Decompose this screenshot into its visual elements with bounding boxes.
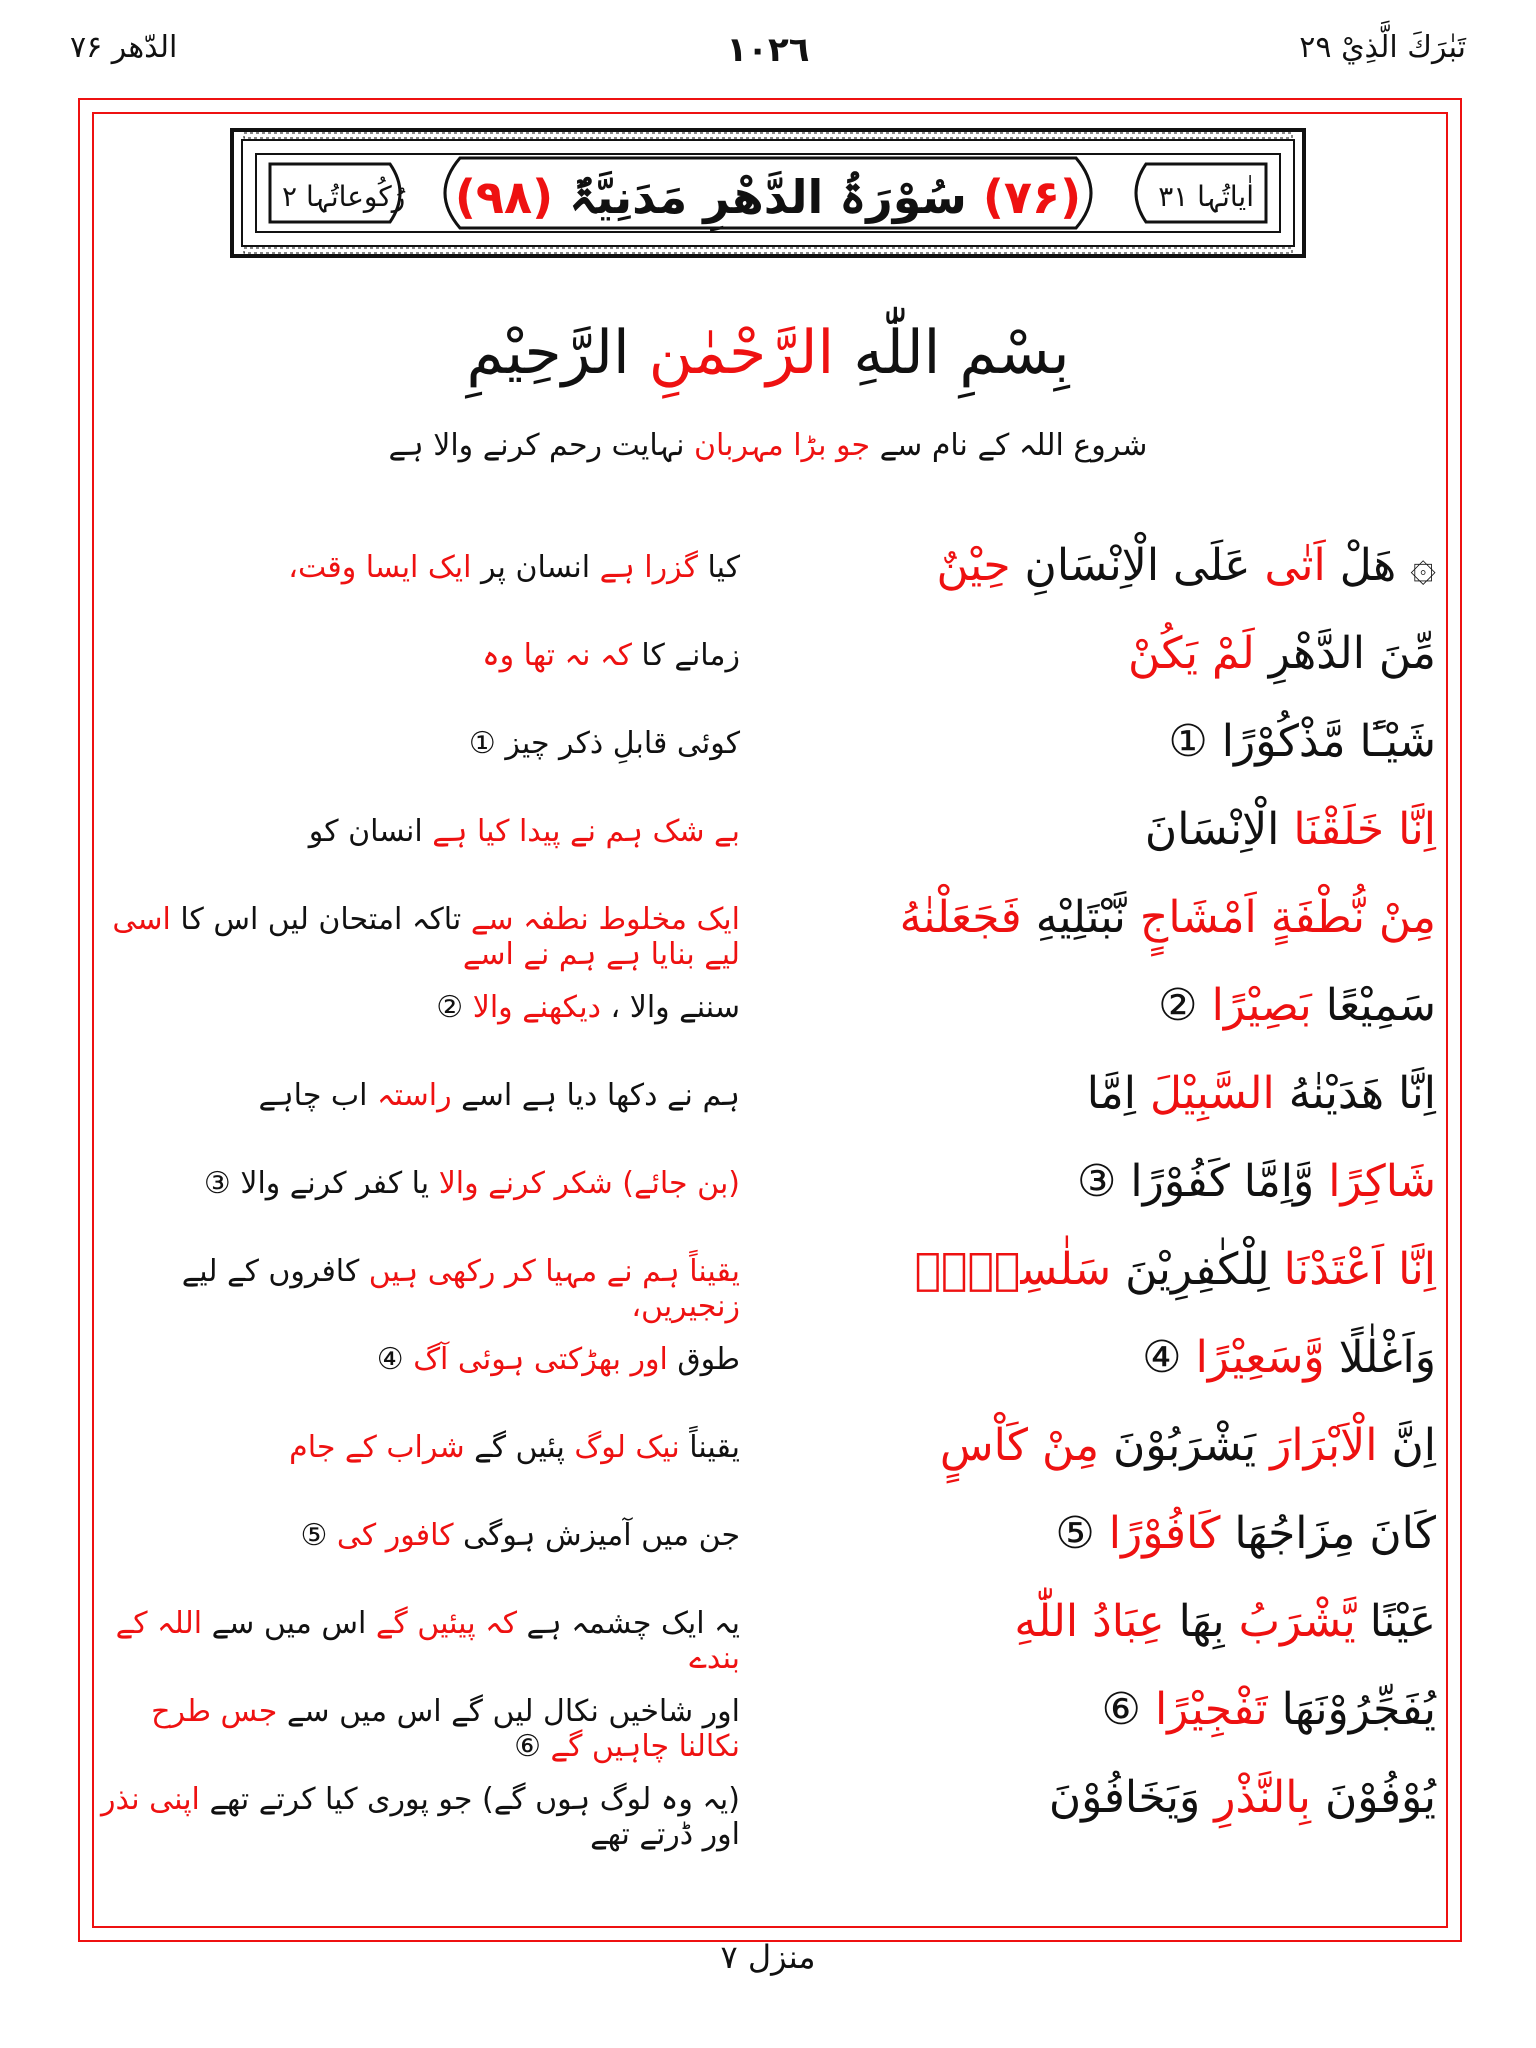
verse-row <box>100 1596 1436 1684</box>
arabic-segment: لِلْكٰفِرِيْنَ <box>1125 1244 1270 1295</box>
urdu-segment: اسی لیے بنایا ہے ہم نے اسے <box>112 902 740 972</box>
arabic-segment: بَصِيْرًا <box>1211 980 1312 1031</box>
bismillah-translation-part1: شروع اللہ کے نام سے <box>879 428 1148 463</box>
arabic-verse-line <box>736 628 1436 679</box>
urdu-segment: ہم نے دکھا دیا ہے اسے <box>461 1078 740 1113</box>
arabic-segment: اِنَّا هَدَيْنٰهُ <box>1288 1068 1436 1119</box>
urdu-segment: کہ پیئیں گے <box>375 1606 517 1641</box>
urdu-segment: ایک ایسا وقت، <box>288 550 472 585</box>
urdu-segment: ⑥ <box>514 1729 541 1764</box>
urdu-segment: اپنی نذر <box>101 1782 200 1817</box>
verse-row <box>100 1772 1436 1860</box>
urdu-segment: (یہ وہ لوگ ہوں گے) جو پوری کیا کرتے تھے <box>209 1782 740 1817</box>
arabic-segment: سَلٰسِلَا۟ <box>914 1244 1112 1295</box>
verse-row <box>100 980 1436 1068</box>
arabic-segment: ④ <box>1142 1332 1182 1383</box>
arabic-segment: وَاَغْلٰلًا <box>1338 1332 1436 1383</box>
urdu-segment: انسان پر <box>481 550 591 585</box>
bismillah-part3: الرَّحِيْمِ <box>466 318 630 388</box>
urdu-segment: کافور کی <box>336 1518 454 1553</box>
verse-row <box>100 1244 1436 1332</box>
arabic-segment: ② <box>1158 980 1198 1031</box>
arabic-segment: اِنَّا اَعْتَدْنَا <box>1283 1244 1436 1295</box>
urdu-segment: طوق <box>677 1342 740 1377</box>
verse-row <box>100 716 1436 804</box>
verse-row <box>100 628 1436 716</box>
arabic-segment: كَافُوْرًا <box>1108 1508 1221 1559</box>
page-number: ١٠٢٦ <box>726 30 810 70</box>
arabic-segment: وَّسَعِيْرًا <box>1195 1332 1325 1383</box>
verse-row <box>100 804 1436 892</box>
ayat-count: اٰیاتُہا ۳۱ <box>1158 180 1254 213</box>
arabic-segment: اِمَّا <box>1086 1068 1136 1119</box>
urdu-segment: انسان کو <box>308 814 423 849</box>
arabic-segment: شَيْـًٔا مَّذْكُوْرًا ① <box>1168 716 1436 767</box>
urdu-segment: ④ <box>376 1342 404 1377</box>
arabic-segment: مِّنَ الدَّهْرِ <box>1268 628 1436 679</box>
arabic-verse-line <box>736 1244 1436 1295</box>
urdu-translation-line <box>100 1694 740 1764</box>
arabic-segment: اِنَّا خَلَقْنَا <box>1293 804 1436 855</box>
bismillah-translation-part2: جو بڑا مہربان <box>693 428 871 463</box>
arabic-verse-line <box>736 980 1436 1031</box>
arabic-segment: يَّشْرَبُ <box>1238 1596 1356 1647</box>
bismillah <box>0 318 1536 388</box>
urdu-segment: اب چاہے <box>258 1078 368 1113</box>
arabic-segment: وَيَخَافُوْنَ <box>1048 1772 1201 1823</box>
arabic-segment: عَلَى الْاِنْسَانِ <box>1024 540 1251 591</box>
urdu-segment: اللہ کے بندے <box>115 1606 740 1676</box>
arabic-segment: وَّاِمَّا كَفُوْرًا ③ <box>1076 1156 1315 1207</box>
verse-row <box>100 1508 1436 1596</box>
arabic-verse-line <box>736 716 1436 767</box>
arabic-segment: نَّبْتَلِيْهِ <box>1035 892 1126 943</box>
urdu-segment: تاکہ امتحان لیں اس کا <box>180 902 462 937</box>
urdu-translation-line <box>100 726 740 761</box>
arabic-segment: الْاَبْرَارَ <box>1270 1420 1378 1471</box>
urdu-segment: کیا <box>707 550 740 585</box>
arabic-segment: الْاِنْسَانَ <box>1144 804 1280 855</box>
surah-number: (۷۶) <box>982 170 1082 224</box>
urdu-translation-line <box>100 1430 740 1465</box>
verse-row <box>100 1684 1436 1772</box>
arabic-segment: يُوْفُوْنَ <box>1324 1772 1436 1823</box>
arabic-verse-line <box>736 1596 1436 1647</box>
urdu-translation-line <box>100 550 740 585</box>
urdu-segment: اور بھڑکتی ہوئی آگ <box>413 1342 668 1377</box>
urdu-segment: اور شاخیں نکال لیں گے اس میں سے <box>286 1694 740 1729</box>
verse-row <box>100 1332 1436 1420</box>
arabic-segment: مِنْ نُّطْفَةٍ اَمْشَاجٍ <box>1139 892 1436 943</box>
running-header-surah: الدّھر ۷۶ <box>70 30 178 65</box>
arabic-segment: فَجَعَلْنٰهُ <box>899 892 1022 943</box>
urdu-segment: اس میں سے <box>211 1606 367 1641</box>
arabic-segment: سَمِيْعًا <box>1325 980 1436 1031</box>
urdu-translation-line <box>100 638 740 673</box>
verse-row <box>100 1420 1436 1508</box>
arabic-segment: بِهَا <box>1178 1596 1225 1647</box>
bismillah-part1: بِسْمِ اللّٰهِ <box>853 318 1070 388</box>
urdu-segment: راستہ <box>377 1078 452 1113</box>
arabic-segment: لَمْ يَكُنْ <box>1128 628 1255 679</box>
arabic-segment: ⑥ <box>1101 1684 1141 1735</box>
arabic-segment: اَتٰى <box>1264 540 1326 591</box>
urdu-segment: دیکھنے والا <box>472 990 601 1025</box>
verse-row <box>100 892 1436 980</box>
urdu-segment: نیک لوگ <box>574 1430 680 1465</box>
arabic-verse-line <box>736 1772 1436 1823</box>
urdu-translation-line <box>100 1518 740 1553</box>
arabic-segment: شَاكِرًا <box>1328 1156 1436 1207</box>
arabic-segment: ۞ هَلْ <box>1339 540 1436 591</box>
urdu-segment: یا کفر کرنے والا ③ <box>203 1166 430 1201</box>
urdu-translation-line <box>100 1254 740 1324</box>
surah-name: سُوْرَۃُ الدَّھْرِ <box>703 170 967 224</box>
arabic-segment: كَانَ مِزَاجُهَا <box>1234 1508 1436 1559</box>
urdu-segment: پئیں گے <box>474 1430 565 1465</box>
arabic-verse-line <box>736 1684 1436 1735</box>
arabic-segment: اِنَّ <box>1391 1420 1436 1471</box>
urdu-segment: جس طرح نکالنا چاہیں گے <box>151 1694 740 1764</box>
arabic-verse-line <box>736 804 1436 855</box>
verse-row <box>100 1068 1436 1156</box>
bismillah-part2: الرَّحْمٰنِ <box>648 318 835 388</box>
arabic-segment: يَشْرَبُوْنَ <box>1113 1420 1257 1471</box>
surah-order: (۹۸) <box>454 170 554 224</box>
urdu-translation-line <box>100 1782 740 1852</box>
verse-row <box>100 1156 1436 1244</box>
running-header-juz: تَبٰرَكَ الَّذِيْ ۲۹ <box>1299 30 1466 65</box>
urdu-translation-line <box>100 1342 740 1377</box>
arabic-verse-line <box>736 1332 1436 1383</box>
arabic-segment: يُفَجِّرُوْنَهَا <box>1281 1684 1436 1735</box>
arabic-segment: حِيْنٌ <box>936 540 1011 591</box>
arabic-segment: عِبَادُ اللّٰهِ <box>1014 1596 1165 1647</box>
urdu-segment: زمانے کا <box>641 638 740 673</box>
urdu-segment: زنجیریں، <box>631 1289 740 1324</box>
bismillah-translation-part3: نہایت رحم کرنے والا ہے <box>388 428 685 463</box>
arabic-verse-line <box>736 1508 1436 1559</box>
urdu-segment: جن میں آمیزش ہوگی <box>463 1518 740 1553</box>
urdu-translation-line <box>100 902 740 972</box>
manzil-marker: منزل ۷ <box>720 1938 816 1976</box>
arabic-verse-line <box>736 1068 1436 1119</box>
urdu-segment: کہ نہ تھا وہ <box>482 638 632 673</box>
arabic-segment: بِالنَّذْرِ <box>1214 1772 1311 1823</box>
urdu-segment: کافروں کے لیے <box>181 1254 360 1289</box>
urdu-segment: (بن جائے) شکر کرنے والا <box>438 1166 740 1201</box>
arabic-verse-line <box>736 1420 1436 1471</box>
arabic-verse-line <box>736 540 1436 591</box>
ruku-count: رُکُوعاتُہا ۲ <box>282 180 406 213</box>
urdu-segment: کوئی قابلِ ذکر چیز ① <box>468 726 740 761</box>
arabic-segment: السَّبِيْلَ <box>1149 1068 1275 1119</box>
urdu-segment: یقیناً ہم نے مہیا کر رکھی ہیں <box>368 1254 740 1289</box>
verse-row <box>100 540 1436 628</box>
urdu-segment: گزرا ہے <box>599 550 698 585</box>
urdu-segment: سننے والا ، <box>610 990 740 1025</box>
surah-banner <box>230 128 1306 258</box>
urdu-translation-line <box>100 814 740 849</box>
urdu-segment: یقیناً <box>689 1430 740 1465</box>
bismillah-translation <box>0 428 1536 463</box>
arabic-verse-line <box>736 1156 1436 1207</box>
urdu-segment: ② <box>436 990 464 1025</box>
arabic-segment: مِنْ كَاْسٍ <box>939 1420 1100 1471</box>
urdu-translation-line <box>100 1606 740 1676</box>
urdu-segment: یہ ایک چشمہ ہے <box>526 1606 740 1641</box>
urdu-translation-line <box>100 1078 740 1113</box>
urdu-segment: شراب کے جام <box>289 1430 465 1465</box>
urdu-segment: ⑤ <box>300 1518 328 1553</box>
urdu-segment: بے شک ہم نے پیدا کیا ہے <box>432 814 740 849</box>
urdu-translation-line <box>100 990 740 1025</box>
arabic-verse-line <box>736 892 1436 943</box>
urdu-segment: ایک مخلوط نطفہ سے <box>470 902 740 937</box>
arabic-segment: تَفْجِيْرًا <box>1154 1684 1268 1735</box>
arabic-segment: ⑤ <box>1055 1508 1095 1559</box>
arabic-segment: عَيْنًا <box>1369 1596 1436 1647</box>
urdu-translation-line <box>100 1166 740 1201</box>
urdu-segment: اور ڈرتے تھے <box>590 1817 740 1852</box>
surah-type: مَدَنِیَّۃٌ <box>569 170 688 224</box>
